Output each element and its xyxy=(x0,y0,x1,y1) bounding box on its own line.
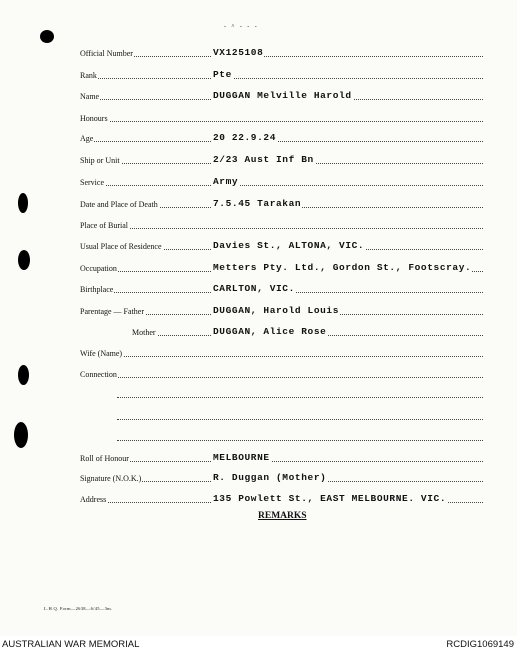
archive-name: AUSTRALIAN WAR MEMORIAL xyxy=(2,639,140,650)
field-occupation xyxy=(80,261,483,275)
field-label: Signature (N.O.K.) xyxy=(80,474,142,483)
field-wife xyxy=(80,346,483,360)
field-birthplace xyxy=(80,282,483,296)
field-label: Place of Burial xyxy=(80,221,128,230)
field-value: Pte xyxy=(213,69,232,80)
field-value: DUGGAN, Harold Louis xyxy=(213,305,340,316)
binding-mark xyxy=(18,193,28,213)
remarks-heading: REMARKS xyxy=(258,511,307,521)
field-age xyxy=(80,131,483,145)
field-label: Date and Place of Death xyxy=(80,200,158,209)
field-label: Occupation xyxy=(80,264,117,273)
form-code: L.H.Q. Form—2638—6/45—3m. xyxy=(44,606,113,611)
field-label: Mother xyxy=(132,328,156,337)
field-label: Name xyxy=(80,92,100,101)
field-value: DUGGAN, Alice Rose xyxy=(213,326,327,337)
connection-line xyxy=(117,419,483,420)
field-label: Connection xyxy=(80,370,117,379)
field-roll-of-honour xyxy=(80,451,483,465)
header-mark: - ^ - - - xyxy=(224,24,259,30)
binding-mark xyxy=(18,250,30,270)
field-value: Army xyxy=(213,176,239,187)
field-address xyxy=(80,492,483,506)
field-ship-or-unit xyxy=(80,153,483,167)
field-rank xyxy=(80,68,483,82)
punch-hole-mark xyxy=(40,30,54,43)
field-connection xyxy=(80,367,483,381)
field-signature-nok xyxy=(80,471,483,485)
field-parentage-mother xyxy=(80,325,483,339)
field-value: 135 Powlett St., EAST MELBOURNE. VIC. xyxy=(213,493,447,504)
archive-record-id: RCDIG1069149 xyxy=(446,639,514,650)
field-label: Birthplace xyxy=(80,285,114,294)
field-label: Rank xyxy=(80,71,97,80)
field-value: CARLTON, VIC. xyxy=(213,283,295,294)
connection-line xyxy=(117,440,483,441)
binding-mark xyxy=(18,365,29,385)
field-label: Parentage — Father xyxy=(80,307,144,316)
binding-mark xyxy=(14,422,28,448)
field-value: 7.5.45 Tarakan xyxy=(213,198,302,209)
field-official-number xyxy=(80,46,483,60)
field-service xyxy=(80,175,483,189)
field-label: Official Number xyxy=(80,49,133,58)
field-label: Service xyxy=(80,178,104,187)
field-honours xyxy=(80,111,483,125)
field-value: R. Duggan (Mother) xyxy=(213,472,327,483)
field-label: Honours xyxy=(80,114,108,123)
field-label: Usual Place of Residence xyxy=(80,242,162,251)
field-value: DUGGAN Melville Harold xyxy=(213,90,352,101)
field-value: 2/23 Aust Inf Bn xyxy=(213,154,314,165)
field-value: MELBOURNE xyxy=(213,452,270,463)
field-label: Age xyxy=(80,134,94,143)
field-value: VX125108 xyxy=(213,47,264,58)
field-label: Ship or Unit xyxy=(80,156,120,165)
field-label: Roll of Honour xyxy=(80,454,129,463)
field-place-of-burial xyxy=(80,218,483,232)
field-name xyxy=(80,89,483,103)
connection-line xyxy=(117,397,483,398)
field-value: Davies St., ALTONA, VIC. xyxy=(213,240,365,251)
field-label: Wife (Name) xyxy=(80,349,123,358)
field-label: Address xyxy=(80,495,107,504)
field-value: Metters Pty. Ltd., Gordon St., Footscray. xyxy=(213,262,472,273)
field-usual-residence xyxy=(80,239,483,253)
field-date-place-of-death xyxy=(80,197,483,211)
field-parentage-father xyxy=(80,304,483,318)
field-value: 20 22.9.24 xyxy=(213,132,277,143)
